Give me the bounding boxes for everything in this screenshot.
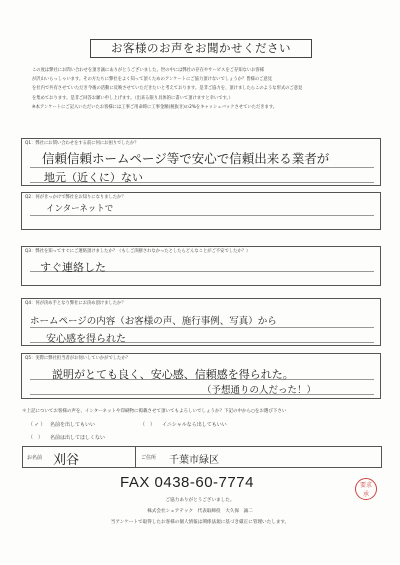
option-use-name[interactable] bbox=[28, 421, 95, 428]
option-use-initial[interactable] bbox=[140, 421, 227, 428]
stamp-seal: 要求 承 bbox=[355, 478, 377, 500]
footer-thanks: ご協力ありがとうございました。 bbox=[165, 498, 235, 503]
option-label: 名前は出してほしくない bbox=[50, 435, 106, 441]
handwritten-answer: 安心感を得られた bbox=[46, 334, 126, 345]
footer-privacy: 当アンケートで取得したお客様の個人情報は関係法規に基づき厳正に管理いたします。 bbox=[110, 520, 290, 525]
handwritten-answer: インターネットで bbox=[46, 204, 114, 214]
option-checkbox[interactable]: （ ✓ ） bbox=[28, 422, 46, 428]
option-checkbox[interactable]: （ ） bbox=[140, 422, 156, 428]
question-box-q3 bbox=[21, 246, 381, 286]
answer-line bbox=[30, 215, 374, 216]
question-label: Q4：何が決め手となり弊社にお決め頂けましたか？ bbox=[25, 301, 126, 306]
option-no-name[interactable] bbox=[28, 434, 105, 441]
intro-text bbox=[32, 66, 376, 112]
handwritten-answer: すぐ連絡した bbox=[40, 261, 106, 274]
option-label: 名前を出してもいい bbox=[50, 422, 96, 428]
handwritten-answer: 信頼信頼ホームページ等で安心で信頼出来る業者が bbox=[42, 151, 330, 166]
option-checkbox[interactable]: （ ） bbox=[28, 435, 44, 441]
intro-line: を社内で共有させていただき今後の活動に反映させていただきたいと考えております。是非ご協力を、頂けましたらこのような形式のご意見 bbox=[32, 86, 303, 92]
handwritten-answer: 地元（近くに）ない bbox=[44, 171, 143, 184]
question-label: Q1：弊社にお問い合わせをする前に何にお困りでしたか？ bbox=[25, 141, 139, 146]
address-value: 千葉市緑区 bbox=[169, 455, 219, 466]
question-box-q4 bbox=[21, 298, 381, 346]
intro-line: が沢山いらっしゃいます。その方たちに弊社をよく知って頂くためのアンケートにご協力頂けないでしょうか？皆様のご意見 bbox=[32, 77, 273, 83]
name-value: 刈谷 bbox=[53, 453, 80, 468]
fax-number: FAX 0438-60-7774 bbox=[120, 474, 254, 491]
question-box-q1 bbox=[21, 138, 381, 186]
name-address-row bbox=[22, 446, 382, 468]
answer-line bbox=[30, 327, 374, 328]
handwritten-answer: 説明がとても良く、安心感、信頼感を得られた。 bbox=[52, 368, 294, 381]
footer-company: 株式会社シェアテック 代表取締役 大久保 誠二 bbox=[147, 509, 253, 514]
name-label: お名前 bbox=[27, 455, 43, 461]
question-box-q2 bbox=[21, 192, 381, 230]
question-box-q5 bbox=[21, 353, 381, 399]
intro-line: この度は弊社にお問い合わせを頂き誠にありがとうございました。世の中には弊社の存在やサービスをご存知ないお客様 bbox=[32, 68, 265, 73]
answer-line bbox=[30, 167, 374, 168]
intro-line: を集めております。是非ご回答お願い申し上げます。（出来る限り具体的に書いて頂けますと幸いです。） bbox=[32, 95, 233, 101]
question-label: Q5：実際に弊社担当者がお伺いしていかがでしたか？ bbox=[25, 356, 130, 361]
question-label: Q3：弊社を知ってすぐにご連絡頂けましたか？（もしご決断されなかったとしたらどんなことがご不安でしたか？） bbox=[25, 249, 251, 254]
field-divider bbox=[135, 447, 136, 467]
question-label: Q2：何がきっかけで弊社をお知りになりましたか？ bbox=[25, 195, 126, 200]
handwritten-answer: （予想通りの人だった！） bbox=[202, 385, 317, 396]
page-title: お客様のお声をお聞かせください bbox=[90, 39, 312, 58]
address-label: ご住所 bbox=[141, 455, 157, 461]
option-label: イニシャルなら出してもいい bbox=[162, 422, 227, 428]
handwritten-answer: ホームページの内容（お客様の声、施行事例、写真）から bbox=[30, 316, 277, 327]
consent-note: ＊上記についてお客様の声を、インターネットや印刷物に掲載させて頂いてもよろしいでしょうか？下記の中から○をお選び下さい bbox=[22, 409, 287, 414]
intro-line: ※本アンケートにご記入いただいたお客様には工事ご用命時に工事金額(税抜き)の2%をキャッシュバックさせていただきます。 bbox=[32, 104, 278, 110]
